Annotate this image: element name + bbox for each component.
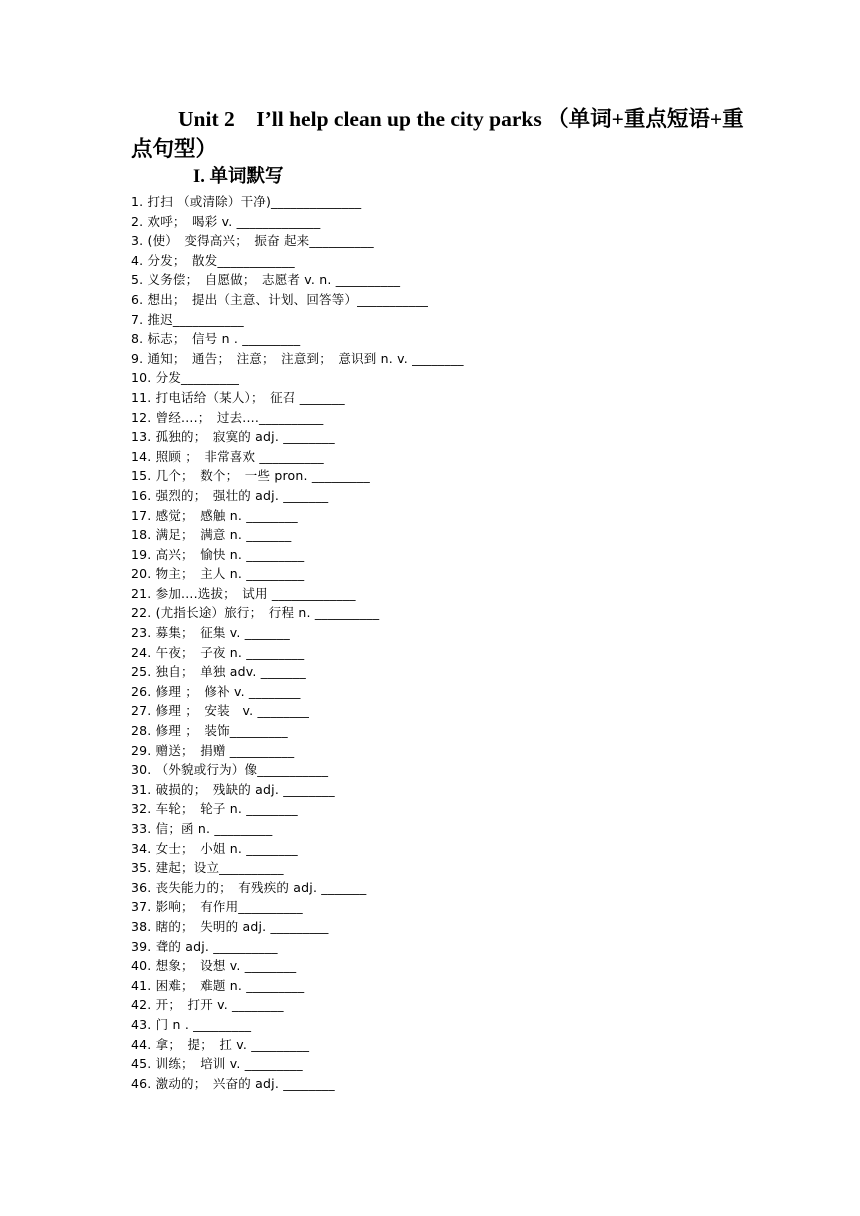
list-item: 43. 门 n . _________	[131, 1016, 252, 1032]
list-item: 44. 拿； 提； 扛 v. _________	[131, 1036, 310, 1052]
list-item: 3. (使） 变得高兴； 振奋 起来__________	[131, 233, 374, 249]
list-item: 24. 午夜； 子夜 n. _________	[131, 644, 305, 660]
list-item: 4. 分发； 散发____________	[131, 252, 295, 268]
list-item: 22. (尤指长途）旅行； 行程 n. __________	[131, 605, 380, 621]
list-item: 40. 想象； 设想 v. ________	[131, 958, 297, 974]
list-item: 6. 想出； 提出（主意、计划、回答等）___________	[131, 291, 429, 307]
list-item: 2. 欢呼； 喝彩 v. _____________	[131, 213, 321, 229]
list-item: 37. 影响； 有作用__________	[131, 899, 303, 915]
list-item: 1. 打扫 （或清除）干净)______________	[131, 194, 362, 209]
list-item: 34. 女士； 小姐 n. ________	[131, 840, 298, 856]
list-item: 46. 激动的； 兴奋的 adj. ________	[131, 1075, 335, 1091]
list-item: 5. 义务偿； 自愿做； 志愿者 v. n. __________	[131, 272, 401, 288]
list-item: 35. 建起；设立__________	[131, 860, 284, 876]
list-item: 28. 修理 ； 装饰_________	[131, 723, 288, 739]
list-item: 13. 孤独的； 寂寞的 adj. ________	[131, 429, 335, 445]
list-item: 16. 强烈的； 强壮的 adj. _______	[131, 487, 329, 503]
list-item: 8. 标志； 信号 n . _________	[131, 331, 301, 347]
list-item: 19. 高兴； 愉快 n. _________	[131, 546, 305, 562]
list-item: 12. 曾经....； 过去....__________	[131, 409, 324, 425]
list-item: 21. 参加....选拔； 试用 _____________	[131, 585, 356, 601]
list-item: 25. 独自； 单独 adv. _______	[131, 664, 306, 680]
document-title: Unit 2 I’ll help clean up the city parks （单词+重点短语+重点句型）	[131, 107, 744, 161]
list-item: 33. 信；函 n. _________	[131, 821, 273, 836]
list-item: 14. 照顾 ； 非常喜欢 __________	[131, 448, 324, 464]
list-item: 7. 推迟___________	[131, 311, 244, 327]
list-item: 17. 感觉； 感触 n. ________	[131, 507, 298, 523]
list-item: 15. 几个； 数个； 一些 pron. _________	[131, 468, 370, 484]
vocabulary-list	[131, 192, 731, 1093]
list-item: 10. 分发_________	[131, 370, 240, 386]
list-item: 36. 丧失能力的； 有残疾的 adj. _______	[131, 879, 367, 895]
list-item: 9. 通知； 通告； 注意； 注意到； 意识到 n. v. ________	[131, 350, 464, 366]
list-item: 27. 修理 ； 安装 v. ________	[131, 703, 310, 719]
list-item: 30. （外貌或行为）像___________	[131, 762, 329, 778]
list-item: 42. 开； 打开 v. ________	[131, 997, 284, 1013]
list-item: 23. 募集； 征集 v. _______	[131, 625, 290, 641]
list-item: 45. 训练； 培训 v. _________	[131, 1056, 303, 1072]
list-item: 32. 车轮； 轮子 n. ________	[131, 801, 298, 817]
list-item: 26. 修理 ； 修补 v. ________	[131, 683, 301, 699]
list-item: 29. 赠送； 捐赠 __________	[131, 742, 295, 758]
list-item: 18. 满足； 满意 n. _______	[131, 527, 292, 543]
list-item: 20. 物主； 主人 n. _________	[131, 566, 305, 582]
list-item: 11. 打电话给（某人）； 征召 _______	[131, 389, 345, 405]
section-heading: I. 单词默写	[193, 167, 284, 187]
list-item: 39. 聋的 adj. __________	[131, 938, 278, 954]
list-item: 41. 困难； 难题 n. _________	[131, 977, 305, 993]
list-item: 31. 破损的； 残缺的 adj. ________	[131, 781, 335, 797]
list-item: 38. 瞎的； 失明的 adj. _________	[131, 918, 329, 934]
